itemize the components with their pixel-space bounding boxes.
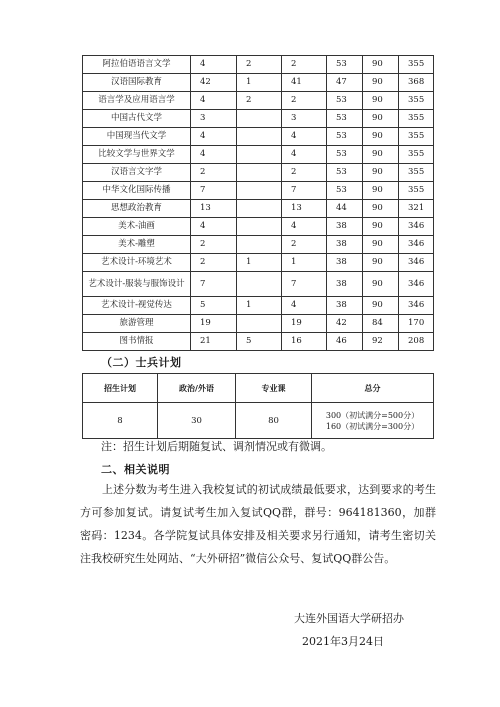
score-cell: 2 [237,92,282,110]
score-cell: 90 [363,272,399,297]
program-name-cell: 美术-油画 [83,218,191,236]
score-cell: 7 [191,272,237,297]
score-cell: 41 [282,74,327,92]
soldier-plan-table [82,373,434,439]
score-cell: 5 [191,297,237,315]
score-cell: 90 [363,128,399,146]
score-cell: 53 [327,128,363,146]
score-cell [237,110,282,128]
header-total: 总分 [312,374,434,403]
table-row [83,333,434,351]
score-cell: 13 [191,200,237,218]
score-cell: 4 [282,146,327,164]
score-cell: 90 [363,218,399,236]
score-cell: 4 [191,146,237,164]
table-row [83,110,434,128]
score-cell: 1 [237,297,282,315]
score-cell: 1 [282,254,327,272]
program-name-cell: 美术-雕塑 [83,236,191,254]
table-row [83,146,434,164]
score-cell: 38 [327,236,363,254]
program-name-cell: 艺术设计-环境艺术 [83,254,191,272]
value-plan: 8 [83,403,158,439]
total-line-300: 160（初试满分=300分） [325,421,420,431]
table-row [83,315,434,333]
program-name-cell: 汉语国际教育 [83,74,191,92]
total-line-500: 300（初试满分=500分） [325,410,420,420]
score-cell: 2 [237,56,282,74]
table-row [83,74,434,92]
table-row [83,272,434,297]
score-cell: 90 [363,92,399,110]
table-row [83,56,434,74]
score-cell: 2 [191,164,237,182]
score-cell: 90 [363,200,399,218]
soldier-table-value-row [83,403,434,439]
score-cell: 355 [399,128,434,146]
program-name-cell: 思想政治教育 [83,200,191,218]
score-cell: 355 [399,182,434,200]
header-major: 专业课 [236,374,312,403]
score-cell: 2 [282,92,327,110]
table-row [83,297,434,315]
score-cell: 7 [191,182,237,200]
signature-org: 大连外国语大学研招办 [294,612,404,625]
soldier-table-header-row [83,374,434,403]
score-cell: 4 [191,56,237,74]
related-notes-heading: 二、相关说明 [101,463,170,476]
score-cell: 92 [363,333,399,351]
score-cell: 170 [399,315,434,333]
score-cell: 19 [282,315,327,333]
score-cell [237,272,282,297]
score-cell: 4 [282,218,327,236]
program-name-cell: 旅游管理 [83,315,191,333]
table-row [83,200,434,218]
score-cell: 53 [327,164,363,182]
score-cell: 355 [399,92,434,110]
score-cell: 38 [327,218,363,236]
score-cell: 1 [237,254,282,272]
score-cell: 53 [327,92,363,110]
score-cell: 53 [327,182,363,200]
program-name-cell: 艺术设计-视觉传达 [83,297,191,315]
score-cell [237,146,282,164]
program-name-cell: 汉语言文字学 [83,164,191,182]
score-cell: 90 [363,254,399,272]
score-cell: 2 [191,254,237,272]
score-cell: 44 [327,200,363,218]
score-cell: 90 [363,164,399,182]
score-cell: 346 [399,272,434,297]
score-cell: 355 [399,164,434,182]
score-cell: 4 [191,218,237,236]
program-name-cell: 图书情报 [83,333,191,351]
table-row [83,92,434,110]
score-cell [237,218,282,236]
score-cell: 321 [399,200,434,218]
score-cell [237,315,282,333]
related-notes-paragraph: 上述分数为考生进入我校复试的初试成绩最低要求，达到要求的考生方可参加复试。请复试考生加入复试QQ群，群号：964181360，加群密码：1234。各学院复试具体安排及相关要求另行通知，请考生密切关注我校研究生处网站、“大外研招”微信公众号、复试QQ群公告。 [80,483,436,565]
value-total [312,403,434,439]
header-politics-foreign: 政治/外语 [158,374,236,403]
score-cell: 90 [363,110,399,128]
score-cell: 355 [399,146,434,164]
score-cell: 53 [327,110,363,128]
program-name-cell: 比较文学与世界文学 [83,146,191,164]
score-cell: 21 [191,333,237,351]
score-table [82,55,434,351]
score-cell: 208 [399,333,434,351]
score-cell: 42 [191,74,237,92]
program-name-cell: 语言学及应用语言学 [83,92,191,110]
score-cell: 90 [363,74,399,92]
score-cell: 90 [363,297,399,315]
program-name-cell: 中国古代文学 [83,110,191,128]
score-cell: 3 [282,110,327,128]
table-row [83,128,434,146]
score-cell: 355 [399,110,434,128]
score-cell: 4 [191,128,237,146]
score-cell: 4 [282,128,327,146]
table-row [83,218,434,236]
score-cell: 53 [327,56,363,74]
score-cell: 42 [327,315,363,333]
program-name-cell: 阿拉伯语语言文学 [83,56,191,74]
score-cell: 19 [191,315,237,333]
score-cell: 346 [399,254,434,272]
score-cell: 7 [282,272,327,297]
program-name-cell: 艺术设计-服装与服饰设计 [83,272,191,297]
score-cell: 16 [282,333,327,351]
score-cell [237,164,282,182]
program-name-cell: 中华文化国际传播 [83,182,191,200]
score-cell [237,182,282,200]
score-cell: 2 [191,236,237,254]
score-cell: 5 [237,333,282,351]
score-cell: 7 [282,182,327,200]
score-cell: 4 [282,297,327,315]
program-name-cell: 中国现当代文学 [83,128,191,146]
table-row [83,254,434,272]
adjustment-note: 注：招生计划后期随复试、调剂情况或有微调。 [101,440,332,453]
score-cell [237,200,282,218]
score-cell: 13 [282,200,327,218]
score-cell: 53 [327,146,363,164]
score-cell: 346 [399,236,434,254]
score-cell: 355 [399,56,434,74]
value-politics-foreign: 30 [158,403,236,439]
score-cell: 46 [327,333,363,351]
score-cell: 346 [399,218,434,236]
signature-date: 2021年3月24日 [302,635,384,648]
score-cell: 2 [282,164,327,182]
score-cell: 1 [237,74,282,92]
score-cell [237,128,282,146]
table-row [83,164,434,182]
score-cell: 346 [399,297,434,315]
score-cell: 38 [327,254,363,272]
score-cell [237,236,282,254]
soldier-plan-title: （二）士兵计划 [101,356,182,369]
score-cell: 38 [327,272,363,297]
header-plan: 招生计划 [83,374,158,403]
score-cell: 90 [363,56,399,74]
table-row [83,236,434,254]
score-cell: 38 [327,297,363,315]
value-major: 80 [236,403,312,439]
score-cell: 2 [282,236,327,254]
score-cell: 47 [327,74,363,92]
table-row [83,182,434,200]
score-cell: 90 [363,236,399,254]
score-table-body [83,56,434,351]
score-cell: 3 [191,110,237,128]
score-cell: 4 [191,92,237,110]
score-cell: 2 [282,56,327,74]
score-cell: 90 [363,182,399,200]
score-cell: 90 [363,146,399,164]
score-cell: 84 [363,315,399,333]
score-cell: 368 [399,74,434,92]
